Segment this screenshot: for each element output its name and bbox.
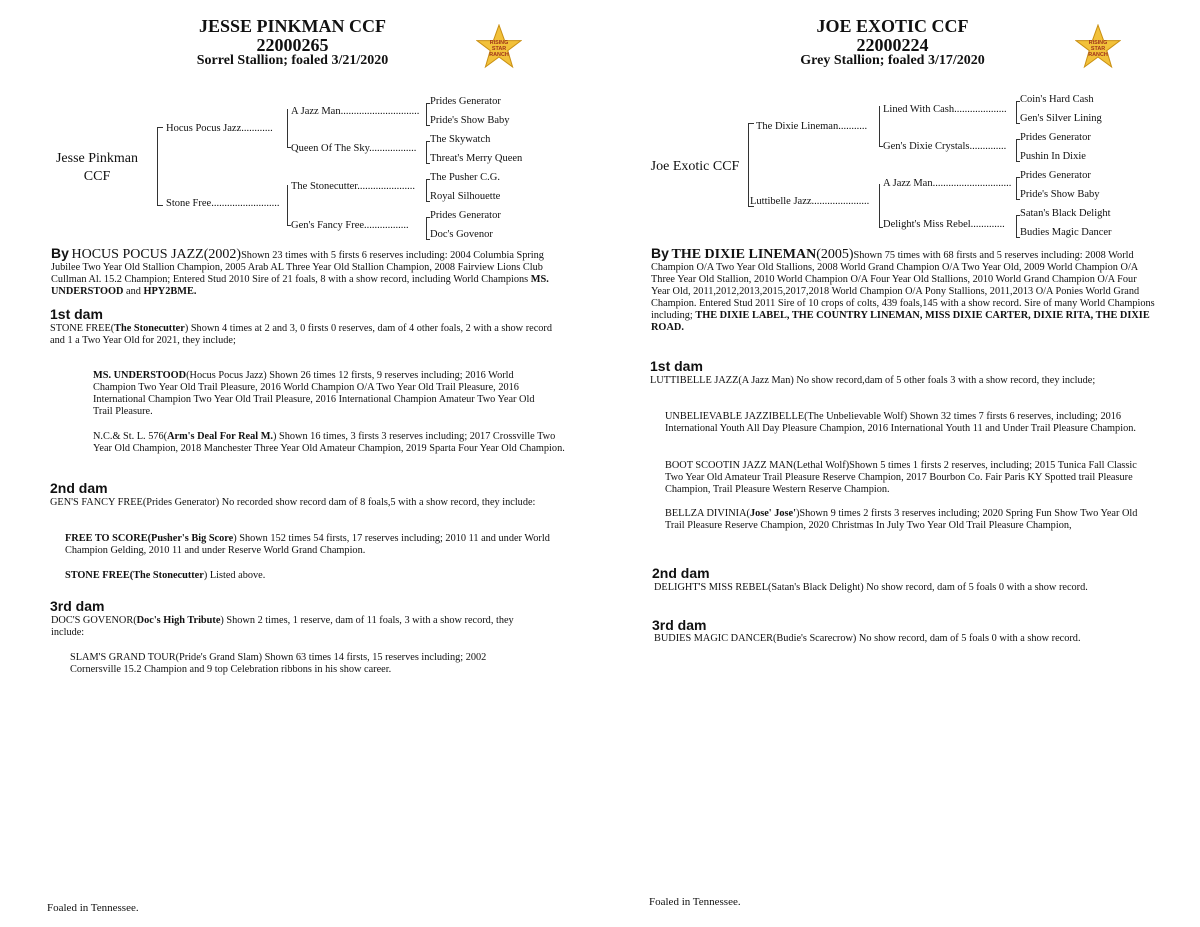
pedigree-gg-7: Satan's Black Delight [1020,208,1111,219]
pedigree-sire: The Dixie Lineman........... [756,121,868,132]
logo-text-1: RISING [489,40,509,46]
logo-text-3: RANCH [1088,52,1108,58]
p4-name: STONE FREE( [65,570,134,581]
p1-name: MS. UNDERSTOOD [93,370,187,381]
sire-name: THE DIXIE LINEMAN [671,247,817,262]
produce-boot-scootin-jazz-man: BOOT SCOOTIN JAZZ MAN(Lethal Wolf)Shown 5 times 1 firsts 2 reserves, including; 2015 Tunica Fall Classic Two Year Old Amateur Trail Pleasure Reserve Champion, 2017 Bourbon Co. Fair Paris KY Spotted trail Pleasure Champion, Trail Pleasure Western Reserve Champion. [665,460,1137,495]
second-dam-heading: 2nd dam [50,480,108,496]
pedigree-gg-5: The Pusher C.G. [430,172,500,183]
p3-sire: Pusher's Big Score [151,533,234,544]
horse-name: JOE EXOTIC CCF [816,16,969,36]
sire-text: Shown 23 times with 5 firsts 6 reserves including: 2004 Columbia Spring Jubilee Two Year Old Stallion Champion, 2005 Arab AL Three Year Old Stallion Champion, 2008 Fairview Lions Club Cullman Al. 15.2 Champion; Entered Stud 2010 Sire of 21 foals, 8 with a show record, including World Champions [51,250,544,285]
footer-foaled: Foaled in Tennessee. [649,896,741,908]
sire-paragraph [51,247,561,298]
sire-champion-2: HPY2BME. [143,286,197,297]
pedigree-gg-6: Pride's Show Baby [1020,189,1100,200]
p1-text: (Hocus Pocus Jazz) Shown 26 times 12 firsts, 9 reserves including; 2016 World Champion Two Year Old Trail Pleasure, 2016 World Champion O/A Two Year Old Trail Pleasure, 2016 International Champion Two Year Old Trail Pleasure, 2016 International Champion Amateur Two Year Old Trail Pleasure. [93,370,535,417]
horse-description: Grey Stallion; foaled 3/17/2020 [800,53,985,68]
first-dam-heading: 1st dam [50,306,103,322]
subject-line-1: Jesse Pinkman [55,151,139,166]
dam1-text: ) Shown 4 times at 2 and 3, 0 firsts 0 reserves, dam of 4 other foals, 2 with a show record and 1 a Two Year Old for 2021, they include; [50,323,552,346]
pedigree-dam: Stone Free.......................... [166,198,280,209]
logo-text-3: RANCH [489,52,509,58]
sire-champions: THE DIXIE LABEL, THE COUNTRY LINEMAN, MISS DIXIE CARTER, DIXIE RITA, THE DIXIE ROAD. [651,310,1150,333]
second-dam-heading: 2nd dam [652,565,710,581]
pedigree-gg-2: Gen's Silver Lining [1020,113,1102,124]
pedigree-gg-8: Budies Magic Dancer [1020,227,1112,238]
pedigree-dam: Luttibelle Jazz...................... [750,196,870,207]
produce-ms-understood [93,370,548,418]
pedigree-sire-dam: Queen Of The Sky.................. [291,143,417,154]
logo-text-2: STAR [491,46,507,52]
pedigree-dam-sire: The Stonecutter...................... [291,181,415,192]
right-page [600,0,1200,927]
dam3-name: DOC'S GOVENOR( [51,615,137,626]
sire-text: Shown 75 times with 68 firsts and 5 reserves including: 2008 World Champion O/A Two Year Old Stallions, 2008 World Grand Champion O/A Two Year Old, 2009 World Champion O/A Three Year Old Stallion, 2010 World Champion O/A Four Year Old Stallions, 2010 World Grand Champion O/A Four Year Old, 2011,2012,2013,2015,2017,2018 World Champion O/A Pony Stallions, 2011,2013 O/A Ponies World Grand Champion. Entered Stud 2011 Sire of 10 crops of colts, 439 foals,145 with a show record [651,250,1140,309]
pedigree-gg-4: Threat's Merry Queen [430,153,523,164]
pedigree-gg-7: Prides Generator [430,210,501,221]
pedigree-dam-sire: A Jazz Man.............................. [883,178,1012,189]
horse-description: Sorrel Stallion; foaled 3/21/2020 [196,53,389,68]
logo-text-1: RISING [1088,40,1108,46]
sire-champion-1: MS. UNDERSTOOD [51,274,549,297]
pedigree-sire-sire: Lined With Cash.................... [883,104,1007,115]
pedigree-sire: Hocus Pocus Jazz............ [166,123,273,134]
produce-unbelievable-jazzibelle: UNBELIEVABLE JAZZIBELLE(The Unbelievable Wolf) Shown 32 times 7 firsts 6 reserves, including; 2016 International Youth All Day Pleasure Champion, 2016 International Youth 11 and Under Trail Pleasure Champion. [665,411,1136,434]
p3-name: BELLZA DIVINIA( [665,508,750,519]
pedigree-gg-1: Prides Generator [430,96,501,107]
p2-text: ) Shown 16 times, 3 firsts 3 reserves including; 2017 Crossville Two Year Old Champion, 2018 Manchester Three Year Old Amateur Champion, 2019 Sparta Four Year Old Champion. [93,431,565,454]
first-dam-text: LUTTIBELLE JAZZ(A Jazz Man) No show record,dam of 5 other foals 3 with a show record, they include; [650,375,1096,386]
p2-name: N.C.& St. L. 576( [93,431,168,442]
p4-text: ) Listed above. [203,570,266,581]
sire-name: HOCUS POCUS JAZZ(2002) [71,247,242,262]
pedigree-gg-3: Prides Generator [1020,132,1091,143]
produce-nc-stl-576 [93,431,568,455]
p3-name: FREE TO SCORE( [65,533,152,544]
registration-number: 22000224 [856,35,929,55]
pedigree-dam-dam: Gen's Fancy Free................. [291,220,409,231]
second-dam-text: DELIGHT'S MISS REBEL(Satan's Black Delight) No show record, dam of 5 foals 0 with a show record. [654,582,1088,593]
pedigree-sire-dam: Gen's Dixie Crystals.............. [883,141,1007,152]
by-label: By [651,245,669,261]
dam1-sire: The Stonecutter [114,323,185,334]
pedigree-gg-2: Pride's Show Baby [430,115,510,126]
rising-star-ranch-logo [476,24,522,70]
third-dam-heading: 3rd dam [50,598,105,614]
pedigree-gg-8: Doc's Govenor [430,229,493,240]
footer-foaled: Foaled in Tennessee. [47,902,139,914]
dam3-sire: Doc's High Tribute [136,615,221,626]
pedigree-gg-4: Pushin In Dixie [1020,151,1086,162]
subject-line-2: CCF [83,169,111,184]
pedigree-gg-5: Prides Generator [1020,170,1091,181]
sire-text-2: . Sire of many World Champions including; [651,298,1155,321]
sire-year: (2005) [816,247,854,262]
first-dam-heading: 1st dam [650,358,703,374]
p3-text: )Shown 9 times 2 firsts 3 reserves including; 2020 Spring Fun Show Two Year Old Trail Pleasure Reserve Champion, 2020 Christmas In July Two Year Old Trail Pleasure Champion, [665,508,1138,531]
pedigree-gg-6: Royal Silhouette [430,191,501,202]
pedigree-subject: Joe Exotic CCF [650,159,740,174]
p2-sire: Arm's Deal For Real M. [167,431,273,442]
pedigree-dam-dam: Delight's Miss Rebel............. [883,219,1005,230]
sire-and: and [123,286,144,297]
registration-number: 22000265 [256,35,329,55]
p3-text: ) Shown 152 times 54 firsts, 17 reserves including; 2010 11 and under World Champion Gelding, 2010 11 and under Reserve World Grand Champion. [65,533,550,556]
p4-sire: The Stonecutter [133,570,204,581]
produce-free-to-score [65,533,560,557]
p3-sire: Jose' Jose' [749,508,796,519]
rising-star-ranch-logo [1075,24,1121,70]
pedigree-gg-1: Coin's Hard Cash [1020,94,1094,105]
third-dam-heading: 3rd dam [652,617,707,633]
produce-slams-grand-tour: SLAM'S GRAND TOUR(Pride's Grand Slam) Shown 63 times 14 firsts, 15 reserves including; 2002 Cornersville 15.2 Champion and 9 top Celebration ribbons in his show career. [70,652,487,675]
first-dam-text [50,323,565,347]
produce-stone-free [65,570,560,582]
dam1-name: STONE FREE( [50,323,115,334]
logo-text-2: STAR [1090,46,1106,52]
third-dam-text: BUDIES MAGIC DANCER(Budie's Scarecrow) No show record, dam of 5 foals 0 with a show record. [654,633,1081,644]
pedigree-sire-sire: A Jazz Man.............................. [291,106,420,117]
third-dam-text [51,615,521,639]
produce-bellza-divinia [665,508,1155,532]
by-label: By [51,245,69,261]
horse-name: JESSE PINKMAN CCF [198,16,386,36]
dam3-text: ) Shown 2 times, 1 reserve, dam of 11 foals, 3 with a show record, they include: [51,615,514,638]
second-dam-text: GEN'S FANCY FREE(Prides Generator) No recorded show record dam of 8 foals,5 with a show record, they include: [50,497,536,508]
sire-paragraph [651,247,1156,334]
pedigree-subject [40,150,154,186]
pedigree-gg-3: The Skywatch [430,134,491,145]
